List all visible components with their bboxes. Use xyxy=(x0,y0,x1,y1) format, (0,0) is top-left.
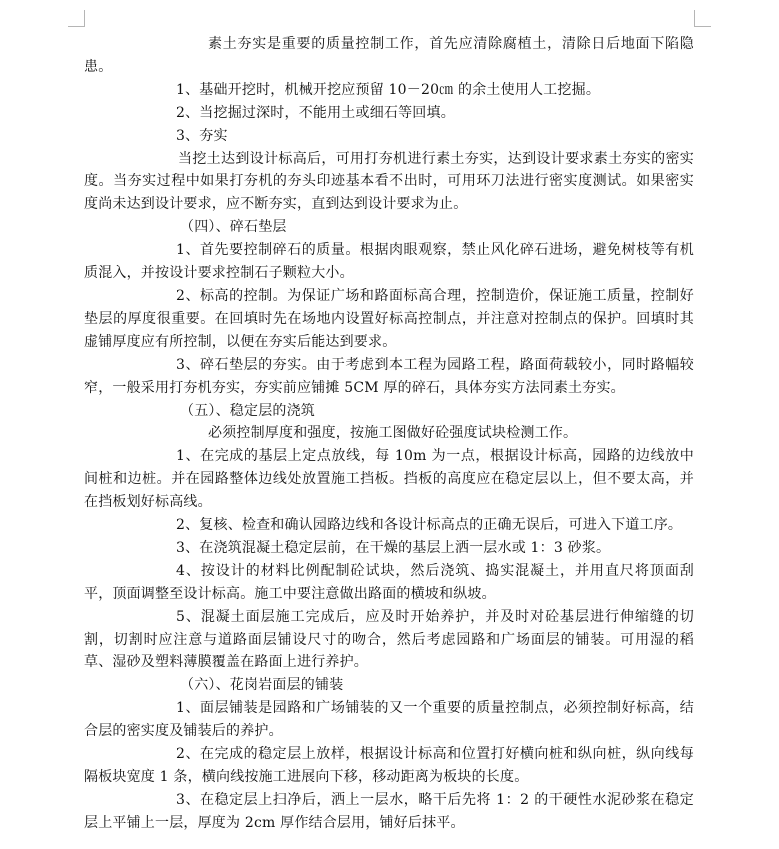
paragraph: 素土夯实是重要的质量控制工作，首先应清除腐植土，清除日后地面下陷隐患。 xyxy=(84,36,694,75)
paragraph: 2、当挖掘过深时，不能用土或细石等回填。 xyxy=(176,104,455,121)
paragraph: 3、在浇筑混凝土稳定层前，在干燥的基层上洒一层水或 1：3 砂浆。 xyxy=(176,539,611,556)
paragraph: 2、在完成的稳定层上放样，根据设计标高和位置打好横向桩和纵向桩，纵向线每隔板块宽度 1 条，横向线按施工进展向下移，移动距离为板块的长度。 xyxy=(84,746,694,785)
paragraph: 3、在稳定层上扫净后，洒上一层水，略干后先将 1：2 的干硬性水泥砂浆在稳定层上平铺上一层，厚度为 2cm 厚作结合层用，铺好后抹平。 xyxy=(84,791,694,831)
paragraph: 1、在完成的基层上定点放线，每 10m 为一点，根据设计标高，园路的边线放中间桩和边桩。并在园路整体边线处放置施工挡板。挡板的高度应在稳定层以上，但不要太高，并在挡板划好标高线。 xyxy=(84,448,694,511)
paragraph: 5、混凝土面层施工完成后，应及时开始养护，并及时对砼基层进行伸缩缝的切割，切割时应注意与道路面层铺设尺寸的吻合，然后考虑园路和广场面层的铺装。可用湿的稻草、湿砂及塑料薄膜覆盖在路面上进行养护。 xyxy=(84,608,694,671)
paragraph: 1、面层铺装是园路和广场铺装的又一个重要的质量控制点，必须控制好标高，结合层的密实度及铺装后的养护。 xyxy=(84,700,694,740)
paragraph: 1、基础开挖时，机械开挖应预留 10－20㎝ 的余土使用人工挖掘。 xyxy=(176,81,601,98)
paragraph: 4、按设计的材料比例配制砼试块，然后浇筑、捣实混凝土，并用直尺将顶面刮平，顶面调整至设计标高。施工中要注意做出路面的横坡和纵坡。 xyxy=(84,562,694,602)
paragraph: 1、首先要控制碎石的质量。根据肉眼观察，禁止风化碎石进场，避免树枝等有机质混入，并按设计要求控制石子颗粒大小。 xyxy=(84,242,694,282)
paragraph: 必须控制厚度和强度，按施工图做好砼强度试块检测工作。 xyxy=(208,425,578,442)
paragraph: 当挖土达到设计标高后，可用打夯机进行素土夯实，达到设计要求素土夯实的密实度。当夯实过程中如果打夯机的夯头印迹基本看不出时，可用环刀法进行密实度测试。如果密实度尚未达到设计要求，应不断夯实，直到达到设计要求为止。 xyxy=(84,150,694,213)
section-heading: （四）、碎石垫层 xyxy=(180,219,287,236)
section-heading: （五）、稳定层的浇筑 xyxy=(180,402,315,419)
paragraph: 2、标高的控制。为保证广场和路面标高合理，控制造价，保证施工质量，控制好垫层的厚度很重要。在回填时先在场地内设置好标高控制点，并注意对控制点的保护。回填时其虚铺厚度应有所控制，以便在夯实后能达到要求。 xyxy=(84,287,694,350)
section-heading: （六）、花岗岩面层的铺装 xyxy=(180,677,344,694)
document-body xyxy=(84,33,694,835)
paragraph: 3、夯实 xyxy=(176,127,228,144)
page-corner-mark-top-left xyxy=(68,10,85,27)
paragraph: 3、碎石垫层的夯实。由于考虑到本工程为园路工程，路面荷载较小，同时路幅较窄，一般采用打夯机夯实，夯实前应铺摊 5CM 厚的碎石，具体夯实方法同素土夯实。 xyxy=(84,356,694,396)
paragraph: 2、复核、检查和确认园路边线和各设计标高点的正确无误后，可进入下道工序。 xyxy=(176,517,683,534)
page-corner-mark-top-right xyxy=(694,10,711,27)
